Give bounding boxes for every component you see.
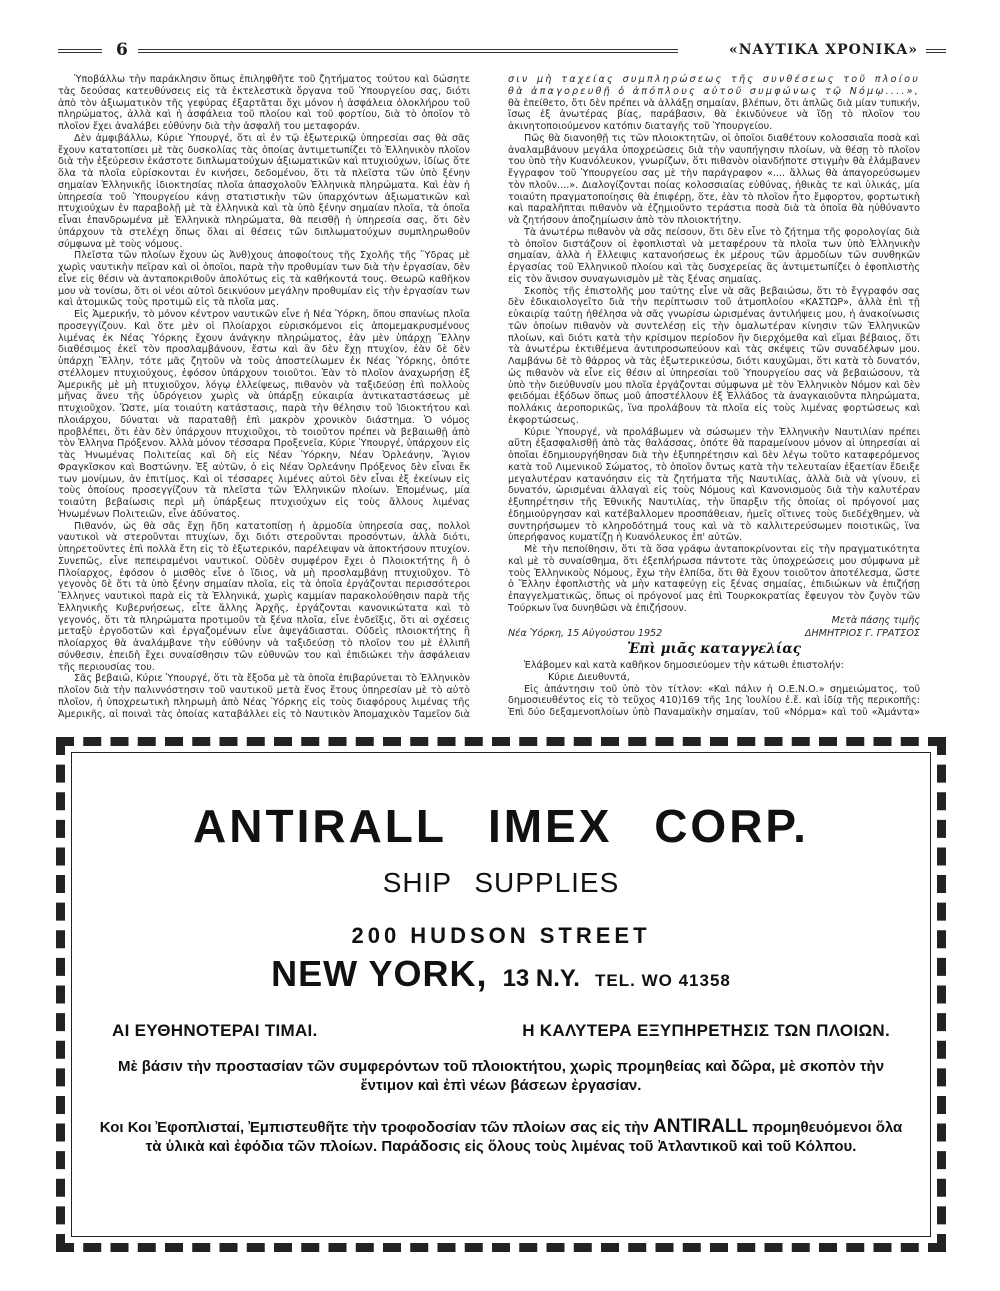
ad-text-2-start: Κοι Κοι Ἐφοπλισταί, Ἐμπιστευθῆτε τὴν τροφοδοσίαν τῶν πλοίων σας εἰς τὴν [99,1119,649,1136]
ad-text-1: Μὲ βάσιν τὴν προστασίαν τῶν συμφερόντων τοῦ πλοιοκτήτου, χωρὶς προμηθείας καὶ δῶρα, μὲ σκοπὸν τὴν ἔντιμον καὶ ἐπὶ νέων βάσεων ἐργασίαν. [117,1058,885,1094]
left-paragraph-6: Σᾶς βεβαιῶ, Κύριε Ὑπουργέ, ὅτι τὰ ἔξοδα μὲ τὰ ὁποῖα ἐπιβαρύνεται τὸ Ἑλληνικὸν πλοῖον διὰ τὴν παλιννόστησιν τοῦ ναυτικοῦ μετὰ ἕνος ἔτους ὑπηρεσίαν μὲ τὸ αὐτὸ πλοῖον, ἡ ὑποχρεωτικὴ πληρωμὴ ἀπὸ Νέας Ὑόρκης εἰς τοὺς διαφόρους λιμένας τῆς Ἀμερικῆς, αἱ ποιναὶ τὰς ὁποίας καταβάλλει εἰς τὸ Ναυτικὸν Ἀπομαχικὸν Ταμεῖον διὰ [58,673,470,719]
right-column [508,74,920,719]
ad-zip: 13 N.Y. [502,965,580,992]
place-date: Νέα Ὑόρκη, 15 Αὐγούστου 1952 [508,628,663,640]
right-quoted-head: σιν μὴ ταχείας συμπληρώσεως τῆς συνθέσεως τοῦ πλοίου θὰ ἀπαγορευθῇ ὁ ἀπόπλους αὐτοῦ συμφώνως τῷ Νόμῳ....», [508,74,920,97]
left-column [58,74,470,719]
left-paragraph-4: Εἰς Ἀμερικήν, τὸ μόνον κέντρον ναυτικῶν εἶνε ἡ Νέα Ὑόρκη, ὅπου σπανίως πλοῖα προσεγγίζουν. Καὶ ὅτε μὲν οἱ Πλοίαρχοι εὑρισκόμενοι εἰς ἀπομεμακρυσμένους λιμένας ἐκ Νέας Ὑόρκης ἔχουν ἀνάγκην πληρώματος, ἐὰν μὲν ὑπάρχῃ Ἕλλην διαθέσιμος ἐκεῖ τὸν προσλαμβάνουν, ἔστω καὶ ἂν δὲν ἔχῃ πτυχίον, ἐὰν δὲ δὲν ὑπάρχῃ Ἕλλην, τότε μᾶς ζητοῦν νὰ τοὺς ἀποστείλωμεν ἐκ Νέας Ὑόρκης, ὁπότε στέλλομεν πτυχιούχους, ἐφόσον ὑπάρχουν τοιοῦτοι. Ἐὰν τὸ πλοῖον ἀναχωρήσῃ ἐξ Ἀμερικῆς μὲ μὴ πτυχιοῦχον, λόγῳ ἐλλείψεως, πιθανὸν νὰ ταξιδεύσῃ ἐπὶ πολλοὺς μῆνας ἄνευ τῆς ὑδρόγειον χωρὶς νὰ ὑπάρξῃ εὐκαιρία ἀντικαταστάσεως μὲ πτυχιοῦχον. Ὥστε, μία τοιαύτη κατάστασις, παρὰ τὴν θέλησιν τοῦ Ἰδιοκτήτου καὶ πλοιάρχου, δύναται νὰ παραταθῇ ἐπὶ μακρὸν χρονικὸν διάστημα. Ὁ νόμος προβλέπει, ὅτι ἐὰν δὲν ὑπάρχουν πτυχιοῦχοι, τὸ τοιοῦτον πρέπει νὰ βεβαιωθῇ ἀπὸ τὸν Ἑλληνα Πρόξενον. Ἀλλὰ μόνον τέσσαρα Προξενεῖα, Κύριε Ὑπουργέ, ὑπάρχουν εἰς τὰς Ἡνωμένας Πολιτείας καὶ δὴ εἰς Νέαν Ὑόρκην, Νέαν Ὀρλεάνην, Ἅγιον Φραγκῖσκον καὶ Βοστώνην. Ἐξ αὐτῶν, ὁ εἰς Νέαν Ὀρλεάνην Πρόξενος δὲν εἶναι ἔκ των μονίμων, ἀν ἐπιτίμος. Καὶ οἱ τέσσαρες λιμένες αὐτοὶ δὲν εἶναι ἐξ ἐκείνων εἰς τοὺς ὁποίους προσεγγίζουν τὰ πλεῖστα τῶν Ἑλληνικῶν πλοίων. Ἑπομένως, μία τοιαύτη βεβαίωσις περὶ μὴ ὑπάρξεως πτυχιούχων εἰς τοὺς ἄλλους λιμένας Ἡνωμένων Πολιτειῶν, εἶνε ἀδύνατος. [58,309,470,520]
ad-subtitle: SHIP SUPPLIES [382,867,620,898]
section-body: Εἰς ἀπάντησιν τοῦ ὑπὸ τὸν τίτλον: «Καὶ πάλιν ἡ Ο.Ε.Ν.Ο.» σημειώματος, τοῦ δημοσιευθέντος εἰς τὸ τεῦχος 410)169 τῆς 1ης Ἰουλίου ἐ.ἔ. καὶ ἰδίᾳ τῆς περικοπῆς: Ἐπὶ δύο δεξαμενοπλοίων ὑπὸ Παναμαϊκὴν σημαίαν, τοῦ «Νόρμα» καὶ τοῦ «Ἀμάντα» [508,683,920,718]
ad-street: 200 HUDSON STREET [351,923,651,948]
signature-line [508,628,920,640]
right-paragraph-1: Πῶς θὰ διανοηθῇ τις τῶν πλοιοκτητῶν, οἱ ὁποῖοι διαθέτουν κολοσσιαῖα ποσὰ καὶ ἀναλαμβάνουν μεγάλα ὑποχρεώσεις διὰ τὴν ναυπήγησιν πλοίων, νὰ θέσῃ τὸ πλοῖον του ὑπὸ τὴν Κυανόλευκον, γνωρίζων, ὅτι πιθανὸν οἱανδήποτε στιγμὴν θὰ ἐλάμβανεν ἔγγραφον τοῦ Ὑπουργείου σας μὲ τὴν παράγραφον «.... ἄλλως θὰ ἀπαγορεύσωμεν τὸν πλοῦν....». Διαλογίζονται ποίας κολοσσιαίας εὐθύνας, ἠθικὰς τε καὶ ὑλικάς, μία τοιαύτη πραγματοποίησις θὰ ἐπιφέρῃ, ὅτε, ἐὰν τὸ πλοῖον ἦτο ἔμφορτον, φορτωτικὴ καὶ παραλῆπται πιθανὸν νὰ ἐζημιοῦντο τεράστια ποσὰ διὰ τὰ ὁποῖα θὰ ηὐθύναντο νὰ ζητήσουν ἀποζημίωσιν ἀπὸ τὸν πλοιοκτήτην. [508,132,920,226]
ad-telephone: TEL. WO 41358 [595,971,731,990]
journal-title: «ΝΑΥΤΙΚΑ ΧΡΟΝΙΚΑ» [721,42,926,58]
page-number: 6 [108,40,136,60]
ad-text-2 [92,1117,910,1156]
ad-city: NEW YORK, [271,953,488,994]
page-header [58,40,946,64]
closing-line: Μετὰ πάσης τιμῆς [831,614,920,626]
right-paragraph-4: Κύριε Ὑπουργέ, νὰ προλάβωμεν νὰ σώσωμεν τὴν Ἑλληνικὴν Ναυτιλίαν πρέπει αὕτη ἐξασφαλισθῇ ἀπὸ τὰς θαλάσσας, ὁπότε θὰ παραμείνουν μόνον αἱ ὑπηρεσίαι αἱ ὁποῖαι ἐδημιουργήθησαν διὰ τὴν ἐξυπηρέτησιν καὶ δὲν λέγω τοῦτο καταφερόμενος κατὰ τοῦ Λιμενικοῦ Σώματος, τὸ ὁποῖον ὄντως κατὰ τὴν τελευταίαν ἑξαετίαν ἔδειξε μεγαλυτέραν κατανόησιν εἰς τὰ ζητήματα τῆς Ναυτιλίας, ἀλλὰ διὰ νὰ γίνουν, εἰ δυνατόν, ὡρισμέναι ἀλλαγαὶ εἰς τοὺς Νόμους καὶ Κανονισμοὺς διὰ τὴν καλυτέραν ἐξυπηρέτησιν τῆς Ἐθνικῆς Ναυτιλίας, τὴν ὕπαρξιν τῆς ὁποίας οἱ πρόγονοί μας ἐδημιούργησαν καὶ κατέβαλλομεν προσπάθειαν, ἡμεῖς οἵτινες τοὺς διεδέχθημεν, νὰ συντηρήσωμεν τὸ κληροδότημά τους καὶ νὰ τὸ καλλιτερεύσωμεν ποιοτικῶς, ἵνα ὑπερήφανος κυματίζῃ ἡ Κυανόλευκος ἐπ' αὐτῶν. [508,426,920,544]
salutation: Κύριε Διευθυντά, [548,671,630,683]
ad-inner-frame [71,752,931,1237]
advertisement [56,737,946,1252]
left-paragraph-5: Πιθανόν, ὡς θὰ σᾶς ἔχῃ ἤδη κατατοπίσῃ ἡ ἁρμοδία ὑπηρεσία σας, πολλοὶ ναυτικοὶ νὰ στεροῦνται πτυχίων, ὄχι διότι στεροῦνται προσόντων, ἀλλὰ διότι, ὑπηρετοῦντες ἐπὶ πολλὰ ἔτη εἰς τὸ ἐξωτερικόν, παρέλειψαν νὰ ἀποκτήσουν πτυχίον. Συνεπῶς, εἶνε πεπειραμένοι ναυτικοί. Οὐδὲν συμφέρον ἔχει ὁ Πλοιοκτήτης ἢ ὁ Πλοίαρχος, ἐφόσον ὁ μισθὸς εἶνε ὁ ἴδιος, νὰ μὴ προσλαμβάνῃ πτυχιοῦχον. Τὸ γεγονὸς δὲ ὅτι τὰ ὑπὸ ξένην σημαίαν πλοῖα, εἰς τὰ ὁποῖα ἐργάζονται περισσότεροι Ἕλληνες ναυτικοὶ παρὰ εἰς τὰ Ἑλληνικά, χωρὶς καμμίαν παρακολούθησιν παρὰ τῆς Ἑλληνικῆς Κυβερνήσεως, εἶτε ἄλλης Ἀρχῆς, ἐργάζονται κανονικώτατα καὶ τὸ γεγονός, ὅτι τὰ πληρώματα προτιμοῦν τὰ ξένα πλοῖα, εἶνε ἐνδεῖξις, ὅτι αἱ σχέσεις μεταξὺ ἐργοδοτῶν καὶ ἐργαζομένων εἶνε ἀψεγάδιασται. Οὐδεὶς πλοιοκτήτης ἢ πλοίαρχος θὰ ἀναλάμβανε τὴν εὐθύνην νὰ ταξιδεύσῃ τὸ πλοῖον του μὲ ἐλλιπῆ σύνθεσιν, ἐπειδὴ ἔχει συναίσθησιν τῶν εὐθυνῶν του καὶ ἐπιδιώκει τὴν ἀσφάλειαν τῆς περιουσίας του. [58,520,470,673]
left-paragraph-3: Πλεῖστα τῶν πλοίων ἔχουν ὡς Ἀνθ)χους ἀποφοίτους τῆς Σχολῆς τῆς Ὕδρας μὲ χωρὶς ναυτικὴν πεῖραν καὶ οἱ ὁποῖοι, παρὰ τὴν προθυμίαν των διὰ τὴν ἐργασίαν, δὲν εἶνε εἰς θέσιν νὰ ἀνταποκριθοῦν ἀπολύτως εἰς τὰ καθήκοντά τους. Θεωρῶ καθῆκον μου νὰ τονίσω, ὅτι οἱ νέοι αὐτοὶ δεικνύουν μεγάλην προθυμίαν εἰς τὴν ἐργασίαν των καὶ ἀτομικῶς τοὺς προτιμῶ εἰς τὰ πλοῖα μας. [58,250,470,309]
ad-city-line [72,953,930,995]
section-title: Ἐπὶ μιᾶς καταγγελίας [627,641,801,657]
signatory: ΔΗΜΗΤΡΙΟΣ Γ. ΓΡΑΤΣΟΣ [804,628,920,640]
header-rule-middle [138,49,678,53]
section-intro: Ἐλάβομεν καὶ κατὰ καθῆκον δημοσιεύομεν τὴν κάτωθι ἐπιστολήν: [524,660,844,671]
header-rule-left [58,49,102,53]
ad-slogans [112,1021,890,1041]
ad-slogan-left: ΑΙ ΕΥΘΗΝΟΤΕΡΑΙ ΤΙΜΑΙ. [112,1021,318,1040]
ad-slogan-right: Η ΚΑΛΥΤΕΡΑ ΕΞΥΠΗΡΕΤΗΣΙΣ ΤΩΝ ΠΛΟΙΩΝ. [522,1021,890,1040]
ad-text-2-end: προμηθευόμενοι ὅλα τὰ ὑλικὰ καὶ ἐφόδια τῶν πλοίων. Παράδοσις εἰς ὅλους τοὺς λιμένας τοῦ Ἀτλαντικοῦ καὶ τοῦ Κόλπου. [145,1119,903,1155]
ad-company-name: ANTIRALL IMEX CORP. [193,800,809,852]
right-paragraph-5: Μὲ τὴν πεποίθησιν, ὅτι τὰ ὅσα γράφω ἀνταποκρίνονται εἰς τὴν πραγματικότητα καὶ μὲ τὸ συναίσθημα, ὅτι ἐξεπλήρωσα πάντοτε τὰς ὑποχρεώσεις μου σύμφωνα μὲ τοὺς Ἑλληνικοὺς Νόμους, ἔχω τὴν ἐλπίδα, ὅτι θὰ ἔχουν τοιοῦτον ἀποτέλεσμα, ὥστε ὁ Ἕλλην ἐφοπλιστὴς νὰ μὴν καταφεύγῃ εἰς ξένας σημαίας, ἐπιδιώκων νὰ ἐπιζήσῃ ἐπαγγελματικῶς, ὅπως οἱ πρόγονοί μας ἐπὶ Τουρκοκρατίας ἔφευγον τὸν ζυγὸν τῶν Τούρκων ἵνα δυνηθῶσι νὰ ἐπιζήσουν. [508,544,920,614]
left-paragraph-1: Ὑποβάλλω τὴν παράκλησιν ὅπως ἐπιληφθῆτε τοῦ ζητήματος τούτου καὶ δώσητε τὰς δεούσας κατευθύνσεις εἰς τὰ ἐκτελεστικὰ ὄργανα τοῦ Ὑπουργείου σας, διότι ἀπὸ τὸν ἀξιωματικὸν τῆς γεφύρας ἐξαρτᾶται ὄχι μόνον ἡ ἀσφάλεια ὁλοκλήρου τοῦ πληρώματος, ἀλλὰ καὶ ἡ ἀσφάλεια τοῦ πλοίου καὶ τοῦ φορτίου, διὰ τὸ ὁποῖον τὸ πλοῖον ἔχει ἀναλάβει εὐθύνην διὰ τὴν ἀσφαλῆ του μεταφοράν. [58,74,470,132]
right-paragraph-2: Τὰ ἀνωτέρω πιθανὸν νὰ σᾶς πείσουν, ὅτι δὲν εἶνε τὸ ζήτημα τῆς φορολογίας διὰ τὸ ὁποῖον διστάζουν οἱ ἐφοπλισταὶ νὰ μεταφέρουν τὰ πλοῖα των ὑπὸ Ἑλληνικὴν σημαίαν, ἀλλὰ ἡ ἔλλειψις κατανοήσεως ἐκ μέρους τῶν ἁρμοδίων τῶν συνθηκῶν ἐργασίας τοῦ Ἑλληνικοῦ πλοίου καὶ τὰς δυσχερείας ἃς ἀντιμετωπίζει ὁ ἐφοπλιστὴς εἰς τὸν ἄνισον συναγωνισμὸν μὲ τὰς ξένας σημαίας. [508,226,920,285]
ad-text-2-brand: ANTIRALL [653,1116,749,1137]
right-head-rest: θὰ ἐπείθετο, ὅτι δὲν πρέπει νὰ ἀλλάξῃ σημαίαν, βλέπων, ὅτι ἁπλῶς διὰ μίαν τυπικήν, ἴσως ἐξ ἀνωτέρας βίας, παράβασιν, θὰ ἐκινδύνευε νὰ ἴδῃ τὸ πλοῖον του ἀκινητοποιούμενον κατόπιν διαταγῆς τοῦ Ὑπουργείου. [508,97,920,132]
left-paragraph-2: Δὲν ἀμφιβάλλω, Κύριε Ὑπουργέ, ὅτι αἱ ἐν τῷ ἐξωτερικῷ ὑπηρεσίαι σας θὰ σᾶς ἔχουν κατατοπίσει μὲ τὰς δυσκολίας τὰς ὁποίας ἀντιμετωπίζει τὸ Ἑλληνικὸν πλοῖον διὰ τὴν ἐξεύρεσιν ἑκάστοτε διπλωματούχων ἀξιωματικῶν καὶ πτυχιούχων, ἰδίως ὅτε ὅλα τὰ πλοῖα εὑρίσκονται ἐν κινήσει, δεδομένου, ὅτι τὰ πλεῖστα τῶν ὑπὸ ξένην σημαίαν Ἑλληνικῆς ἰδιοκτησίας πλοῖα ἀπασχολοῦν Ἑλληνικὰ πληρώματα. Καὶ ἐὰν ἡ ὑπηρεσία τοῦ Ὑπουργείου κάνῃ στατιστικὴν τῶν ὑπαρχόντων ἀξιωματικῶν καὶ πτυχιούχων ἐν παραβολῇ μὲ τὰ ἑλληνικὰ καὶ τὰ ὑπὸ ξένην σημαίαν πλοῖα, τὰ ὁποῖα εἶναι ἐπανδρωμένα μὲ Ἑλληνικὰ πληρώματα, θὰ πεισθῇ ἡ ὑπηρεσία σας, ὅτι δὲν ὑπάρχουν τὰ στελέχη ὅπως ὅλαι αἱ θέσεις τῶν διπλωματούχων συμπληρωθοῦν σύμφωνα μὲ τοὺς νόμους. [58,132,470,250]
right-paragraph-3: Σκοπὸς τῆς ἐπιστολῆς μου ταύτης εἶνε νὰ σᾶς βεβαιώσω, ὅτι τὸ ἔγγραφόν σας δὲν ἐδικαιολογεῖτο διὰ τὴν περίπτωσιν τοῦ ἀτμοπλοίου «ΚΑΣΤΩΡ», ἀλλὰ ἐπὶ τῇ εὐκαιρίᾳ ταύτῃ ἠθέλησα νὰ σᾶς γνωρίσω ὡρισμένας ἀντιλήψεις μου, ἡ ἀνακοίνωσις τῶν ὁποίων πιθανὸν νὰ συντελέσῃ εἰς τὴν ὁμαλωτέραν κίνησιν τῶν Ἑλληνικῶν πλοίων, καὶ διότι κατὰ τὴν κρίσιμον περίοδον ἣν διερχόμεθα καὶ εἴμαι βέβαιος, ὅτι τὰ ἀνωτέρω ἐκτιθέμενα ἀντιπροσωπεύουν καὶ τὰς σκέψεις τῶν συναδέλφων μου. Λαμβάνω δὲ τὸ θάρρος νὰ τὰς ἐξωτερικεύσω, διότι καυχῶμαι, ὅτι κατὰ τὸ δυνατόν, ὡς πιθανὸν νὰ εἶνε εἰς θέσιν αἱ ὑπηρεσίαι τοῦ Ὑπουργείου σας νὰ βεβαιώσουν, τὰ ὑπὸ τὴν διεύθυνσίν μου πλοῖα ἐργάζονται σύμφωνα μὲ τὸν Ἑλληνικὸν Νόμον καὶ δὲν φειδόμαι ἐξόδων ὅπως μοῦ ἀποστέλλουν ἐξ Ἑλλάδος τὰ ἀναγκαιοῦντα πληρώματα, πολλάκις ἀεροπορικῶς, ἵνα προλάβουν τὰ πλοῖα εἰς τοὺς λιμένας φορτώσεως καὶ ἐκφορτώσεως. [508,285,920,426]
